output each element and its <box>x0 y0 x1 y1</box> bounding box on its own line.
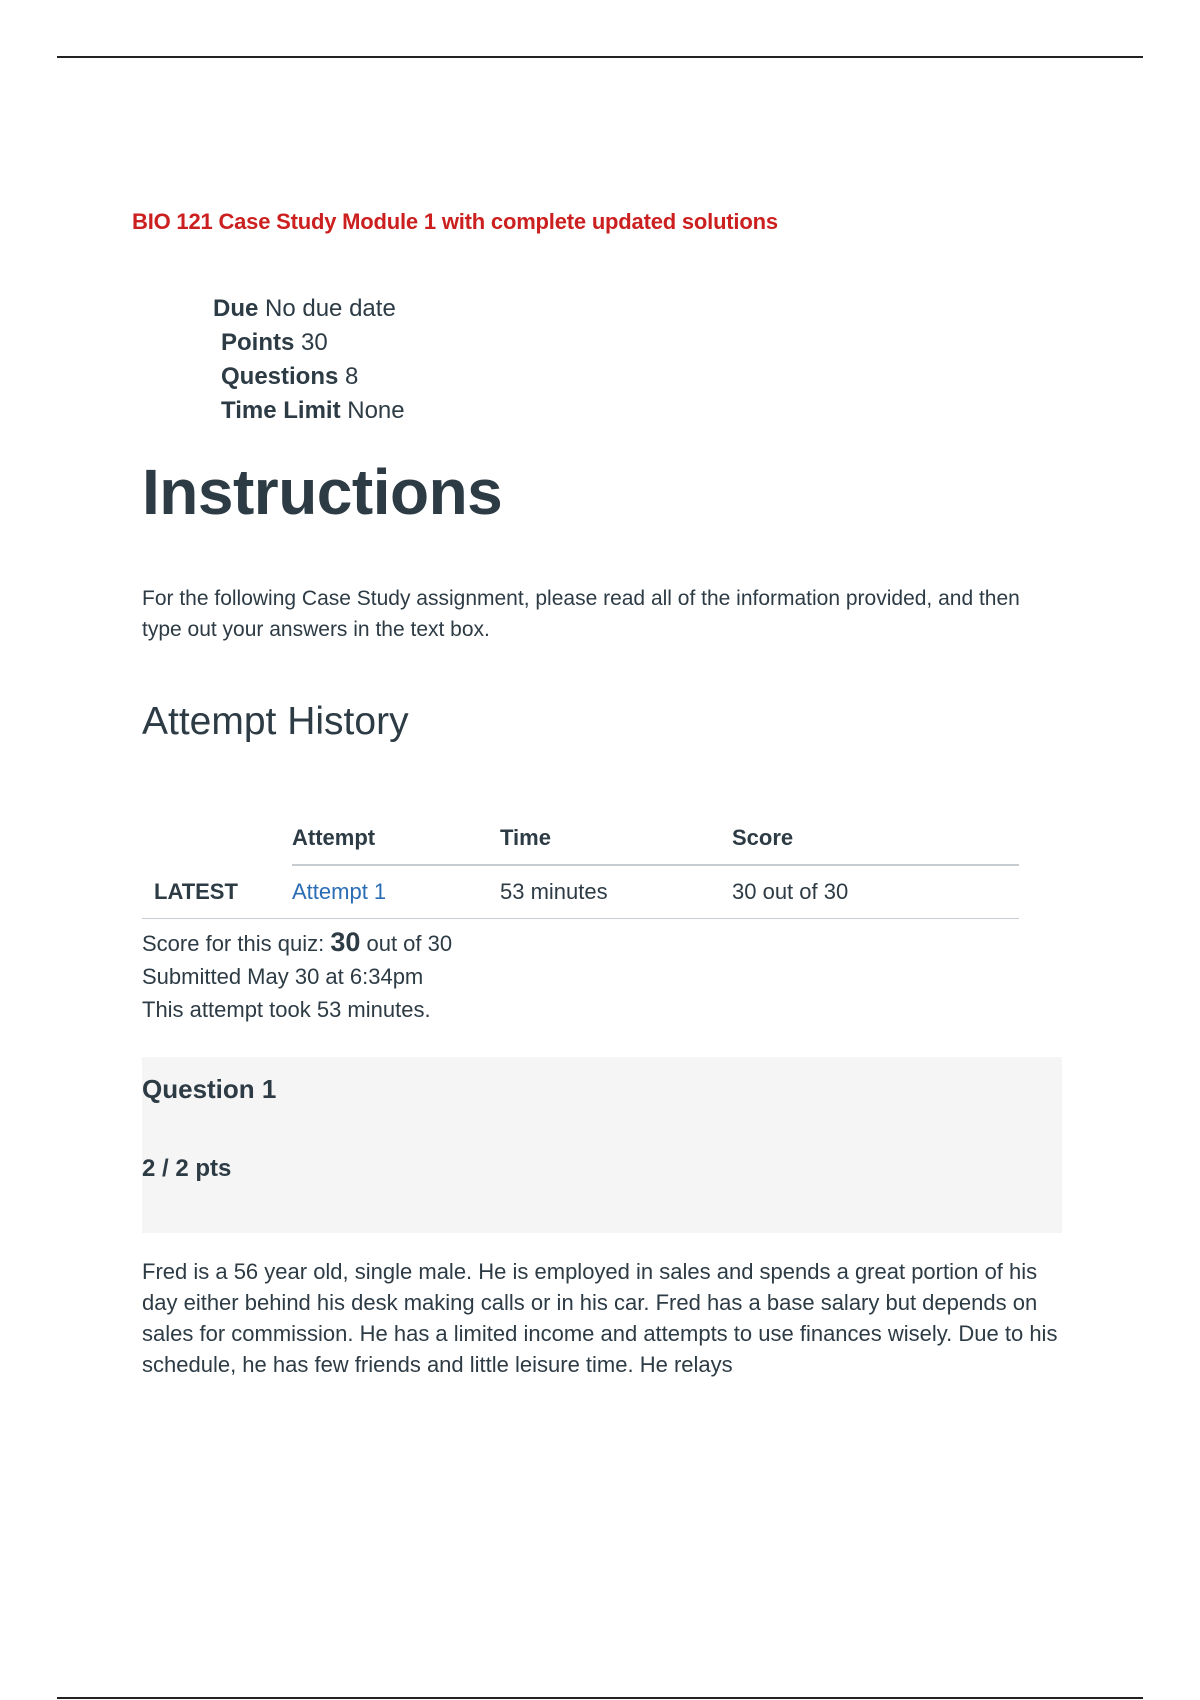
quiz-details <box>213 292 405 428</box>
column-header-time: Time <box>500 812 732 865</box>
time-cell: 53 minutes <box>500 865 732 919</box>
due-row <box>213 292 405 326</box>
time-limit-label: Time Limit <box>221 397 341 424</box>
points-label: Points <box>221 329 295 356</box>
duration-line: This attempt took 53 minutes. <box>142 997 431 1022</box>
attempt-history-table <box>142 812 1019 919</box>
time-limit-value: None <box>347 397 405 424</box>
questions-row <box>213 360 405 394</box>
document-title: BIO 121 Case Study Module 1 with complete updated solutions <box>132 209 778 234</box>
score-cell: 30 out of 30 <box>732 865 1019 919</box>
time-limit-row <box>213 394 405 428</box>
table-header-row <box>142 812 1019 865</box>
instructions-heading: Instructions <box>142 456 503 528</box>
top-rule <box>57 56 1143 58</box>
column-header-score: Score <box>732 812 1019 865</box>
attempt-history-heading: Attempt History <box>142 700 409 743</box>
question-text: Fred is a 56 year old, single male. He is employed in sales and spends a great portion of his day either behind his desk making calls or in his car. Fred has a base salary but depends on sales for commission. He has a limited income and attempts to use finances wisely. Due to his schedule, he has few friends and little leisure time. He relays <box>142 1259 1058 1377</box>
points-value: 30 <box>301 329 328 356</box>
questions-value: 8 <box>345 363 359 390</box>
bottom-rule <box>57 1697 1143 1699</box>
quiz-score-line <box>142 926 452 960</box>
instructions-text: For the following Case Study assignment, please read all of the information provided, and then type out your answers in the text box. <box>142 587 1020 641</box>
attempt-1-link[interactable]: Attempt 1 <box>292 879 387 904</box>
points-row <box>213 326 405 360</box>
due-label: Due <box>213 295 259 322</box>
table-row <box>142 865 1019 919</box>
question-header <box>142 1057 1062 1233</box>
quiz-score-value: 30 <box>330 927 361 957</box>
due-value: No due date <box>265 295 396 322</box>
quiz-score-suffix: out of 30 <box>366 931 453 956</box>
questions-label: Questions <box>221 363 339 390</box>
question-points: 2 / 2 pts <box>142 1155 232 1182</box>
attempt-cell <box>292 865 500 919</box>
question-title: Question 1 <box>142 1074 277 1104</box>
submitted-line: Submitted May 30 at 6:34pm <box>142 964 424 989</box>
column-header-label <box>142 812 292 865</box>
latest-badge: LATEST <box>142 865 292 919</box>
column-header-attempt: Attempt <box>292 812 500 865</box>
score-summary <box>142 926 452 1026</box>
quiz-score-prefix: Score for this quiz: <box>142 931 325 956</box>
